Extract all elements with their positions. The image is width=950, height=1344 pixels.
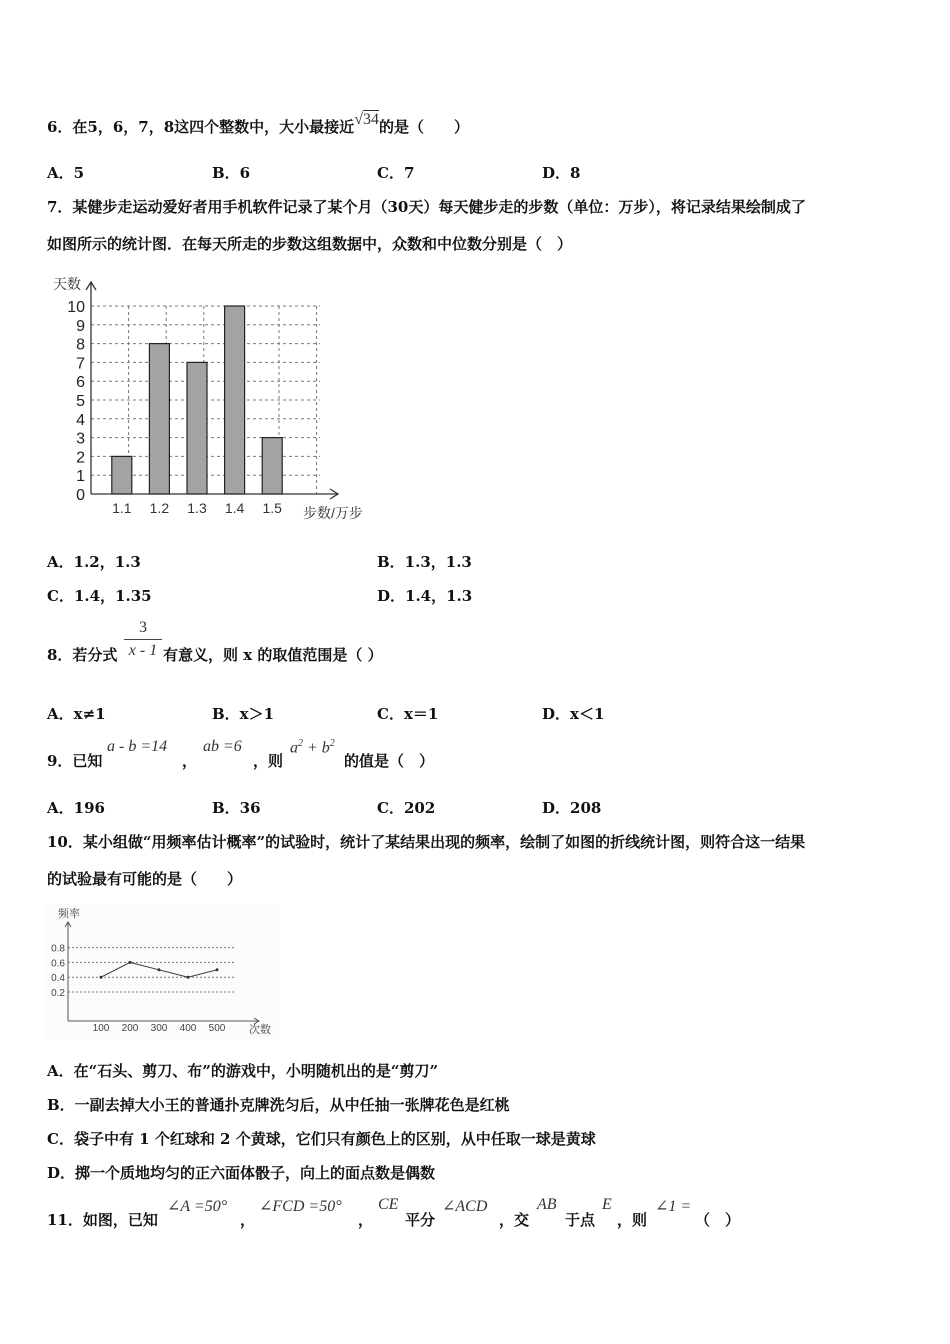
q11-ce: CE	[378, 1196, 399, 1213]
line-chart-background	[44, 904, 279, 1039]
q9-var-a: a	[290, 739, 298, 757]
bar-chart-bar	[149, 344, 169, 494]
q8-option-d[interactable]: D．x＜1	[542, 705, 605, 723]
q9-expr2: ab =6	[203, 738, 242, 755]
bar-chart-ytick-label: 7	[76, 355, 85, 373]
q6-radicand: 34	[362, 111, 379, 128]
bar-chart-ticks	[67, 299, 282, 516]
q8-suffix: 有意义，则 x 的取值范围是（ ）	[163, 646, 383, 664]
sqrt-icon: √	[354, 111, 363, 128]
q9-var-b: b	[321, 739, 330, 757]
q9-plus: +	[303, 739, 322, 757]
bar-chart-ytick-label: 10	[67, 299, 85, 316]
q6-option-d[interactable]: D．8	[542, 164, 581, 182]
q8-denominator: x - 1	[128, 642, 158, 659]
line-chart-xlabel: 次数	[249, 1024, 271, 1036]
q11-angle-acd: ∠ACD	[442, 1198, 488, 1215]
q9-option-c[interactable]: C．202	[377, 799, 436, 817]
q11-paren: （ ）	[695, 1211, 741, 1229]
bar-chart-ytick-label: 4	[76, 411, 85, 429]
q10-option-d[interactable]: D．掷一个质地均匀的正六面体骰子，向上的面点数是偶数	[47, 1164, 436, 1182]
q11-comma2: ，	[358, 1211, 374, 1229]
q8-fraction	[124, 617, 162, 662]
line-chart-ytick-label: 0.4	[51, 973, 65, 985]
line-chart-xtick-label: 200	[121, 1023, 139, 1034]
q7-option-d[interactable]: D．1.4，1.3	[377, 587, 473, 605]
q9-exp-a: 2	[298, 738, 303, 749]
q10-option-b[interactable]: B．一副去掉大小王的普通扑克牌洗匀后，从中任抽一张牌花色是红桃	[47, 1096, 510, 1114]
bar-chart-xtick-label: 1.5	[262, 500, 282, 516]
q11-point-e: E	[602, 1196, 612, 1213]
bar-chart-xtick-label: 1.3	[187, 500, 207, 516]
bar-chart-ytick-label: 0	[76, 487, 85, 504]
q7-option-a[interactable]: A．1.2，1.3	[47, 553, 141, 571]
line-chart-ytick-label: 0.2	[51, 988, 65, 999]
q9-suffix: 的值是（ ）	[344, 752, 435, 770]
q8-option-c[interactable]: C．x＝1	[377, 705, 439, 723]
bar-chart-ytick-label: 1	[76, 468, 85, 486]
bar-chart-bar	[187, 362, 207, 494]
q6-radical	[354, 111, 379, 128]
line-chart-point	[187, 976, 190, 979]
line-chart-ytick-label: 0.6	[51, 958, 65, 970]
line-chart-xtick-label: 400	[179, 1023, 197, 1034]
bar-chart-ytick-label: 2	[76, 449, 85, 467]
q10-line2: 的试验最有可能的是（ ）	[47, 870, 243, 888]
bar-chart-xtick-label: 1.1	[112, 500, 132, 516]
q10-line1: 10．某小组做“用频率估计概率”的试验时，统计了某结果出现的频率，绘制了如图的折线统计图，则符合这一结果	[47, 833, 806, 851]
bar-chart	[40, 270, 390, 530]
bar-chart-ytick-label: 8	[76, 336, 85, 354]
line-chart-point	[158, 968, 161, 971]
q6-option-b[interactable]: B．6	[212, 164, 251, 182]
line-chart-point	[100, 976, 103, 979]
q11-bisects: 平分	[405, 1211, 436, 1229]
line-chart-point	[216, 968, 219, 971]
q11-prefix: 11．如图，已知	[47, 1211, 158, 1229]
bar-chart-ytick-label: 3	[76, 430, 85, 448]
q11-at-point: 于点	[565, 1211, 596, 1229]
bar-chart-xtick-label: 1.4	[224, 500, 245, 516]
bar-chart-bar	[262, 438, 282, 494]
q6-stem	[47, 111, 469, 137]
q9-expr3	[290, 738, 335, 757]
q11-angle-a: ∠A =50°	[167, 1198, 228, 1215]
q11-angle-fcd: ∠FCD =50°	[259, 1198, 342, 1215]
q11-intersect: ，交	[499, 1211, 530, 1229]
line-chart-point	[129, 961, 132, 964]
q6-text: 6．在5，6，7，8这四个整数中，大小最接近	[47, 118, 355, 136]
q8-option-b[interactable]: B．x＞1	[212, 705, 275, 723]
q8-numerator: 3	[124, 617, 162, 640]
q7-line2: 如图所示的统计图．在每天所走的步数这组数据中，众数和中位数分别是（ ）	[47, 235, 573, 253]
bar-chart-bar	[112, 456, 132, 494]
q9-option-a[interactable]: A．196	[47, 799, 105, 817]
bar-chart-bars	[112, 306, 282, 494]
q11-angle-1: ∠1 =	[655, 1198, 692, 1215]
bar-chart-xlabel: 步数/万步	[303, 505, 363, 521]
q6-option-c[interactable]: C．7	[377, 164, 415, 182]
q6-option-a[interactable]: A．5	[47, 164, 85, 182]
q9-expr1: a - b =14	[107, 738, 168, 755]
q9-option-b[interactable]: B．36	[212, 799, 261, 817]
q7-line1: 7．某健步走运动爱好者用手机软件记录了某个月（30天）每天健步走的步数（单位：万步），将记录结果绘制成了	[47, 198, 806, 216]
bar-chart-xtick-label: 1.2	[149, 500, 170, 516]
q6-text-after: 的是（ ）	[378, 118, 469, 136]
bar-chart-bar	[225, 306, 245, 494]
q10-option-a[interactable]: A．在“石头、剪刀、布”的游戏中，小明随机出的是“剪刀”	[47, 1062, 439, 1080]
q11-then: ，则	[617, 1211, 648, 1229]
line-chart-xtick-label: 500	[208, 1023, 226, 1034]
line-chart-ytick-label: 0.8	[51, 943, 65, 955]
q9-option-d[interactable]: D．208	[542, 799, 602, 817]
q9-sep1: ，	[182, 752, 198, 770]
line-chart	[44, 904, 279, 1039]
q9-prefix: 9．已知	[47, 752, 103, 770]
q11-ab: AB	[537, 1196, 557, 1213]
bar-chart-ytick-label: 6	[76, 374, 85, 392]
bar-chart-ylabel: 天数	[53, 276, 81, 292]
line-chart-xtick-label: 100	[92, 1023, 110, 1034]
q11-comma1: ，	[240, 1211, 256, 1229]
q10-option-c[interactable]: C．袋子中有 1 个红球和 2 个黄球，它们只有颜色上的区别，从中任取一球是黄球	[47, 1130, 596, 1148]
bar-chart-ytick-label: 5	[76, 393, 85, 410]
bar-chart-ytick-label: 9	[76, 317, 85, 335]
q8-option-a[interactable]: A．x≠1	[47, 705, 106, 723]
q9-exp-b: 2	[329, 738, 335, 749]
q8-prefix: 8．若分式	[47, 646, 118, 664]
line-chart-xtick-label: 300	[150, 1023, 168, 1034]
q7-option-b[interactable]: B．1.3，1.3	[377, 553, 472, 571]
line-chart-ylabel: 频率	[58, 908, 80, 920]
q9-sep2: ，则	[253, 752, 284, 770]
q7-option-c[interactable]: C．1.4，1.35	[47, 587, 152, 605]
